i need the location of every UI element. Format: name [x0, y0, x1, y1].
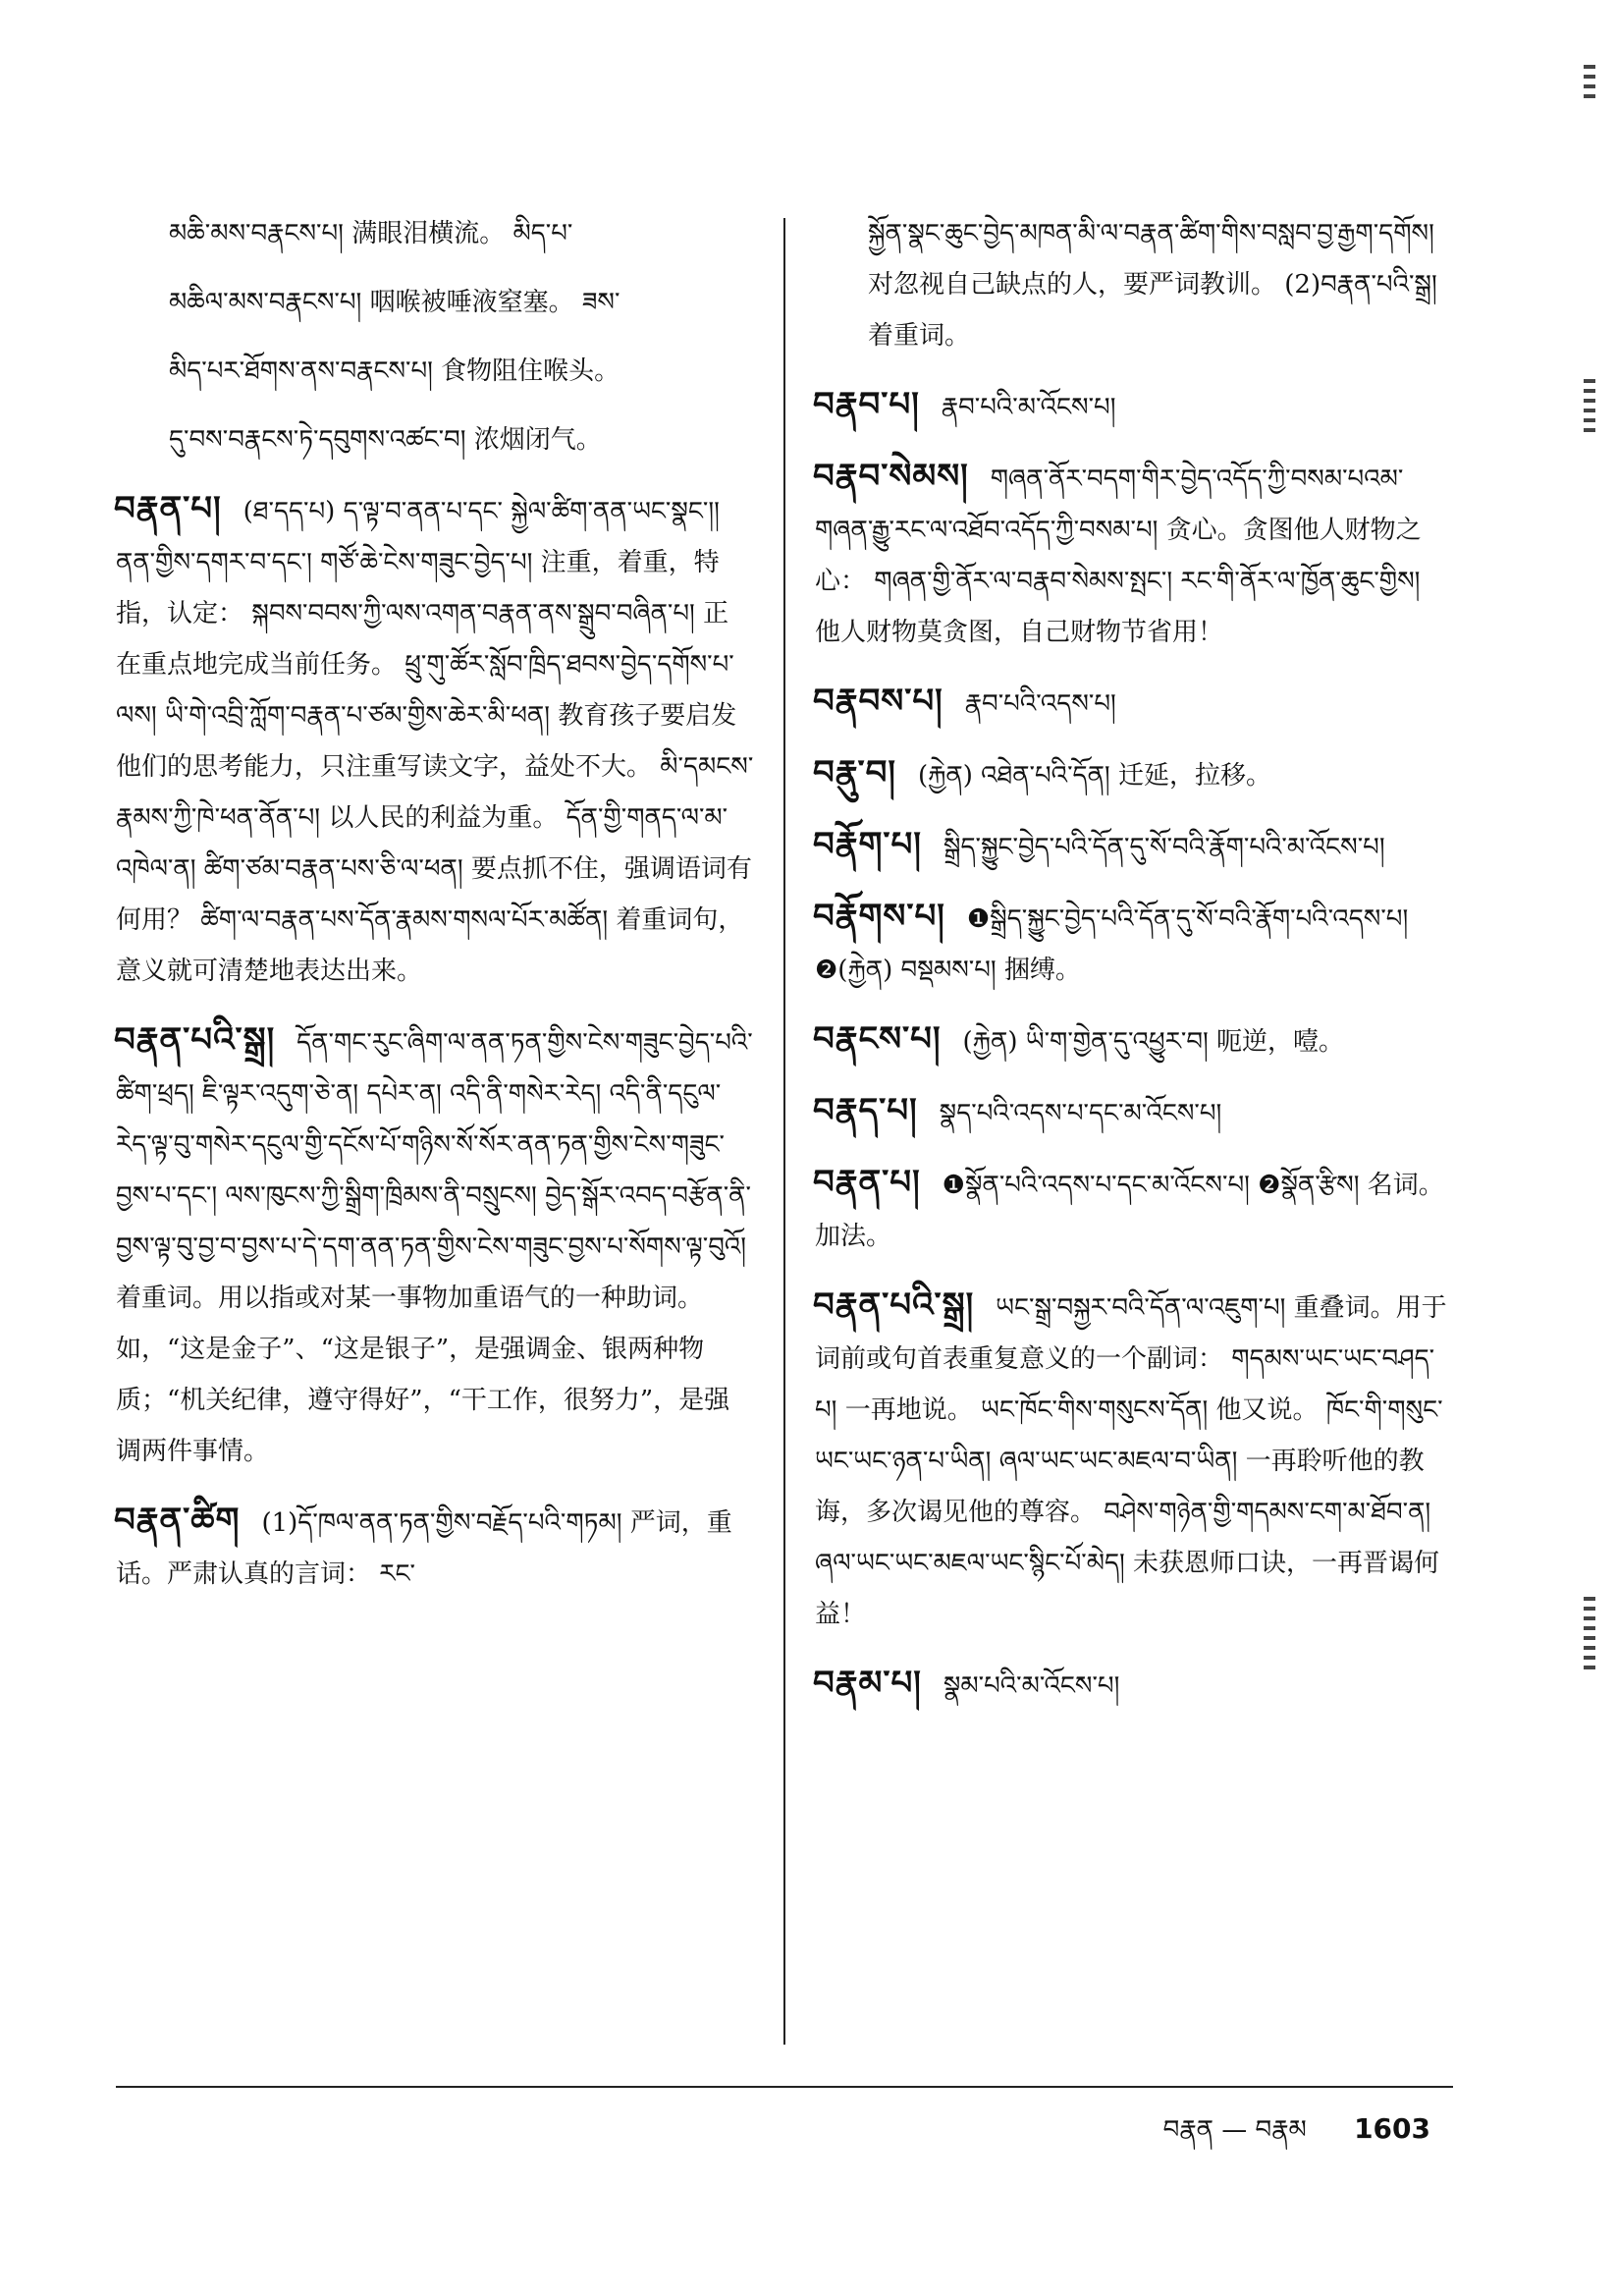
dictionary-entry	[116, 1014, 754, 1477]
entry-definition: གཞན་ནོར་བདག་གིར་བྱེད་འདོད་ཀྱི་བསམ་པའམ་གཞན་རྒྱུ་རང་ལ་འཐོབ་འདོད་ཀྱི་བསམ་པ། 贪心。贪图他人财物之心： གཞན་གྱི་ནོར་ལ་བརྣབ་སེམས་སྤང་། རང་གི་ནོར་ལ་ཁྱོན་ཆུང་གྱིས། 他人财物莫贪图，自己财物节省用！	[815, 465, 1422, 647]
entry-definition: སྣམ་པའི་མ་འོངས་པ།	[943, 1671, 1120, 1701]
page-footer	[1163, 2102, 1430, 2173]
entry-definition: (1)དོ་ཁལ་ནན་ཏན་གྱིས་བརྗོད་པའི་གཏམ། 严词，重话。严肃认真的言词： རང་	[116, 1508, 732, 1589]
edge-marks-middle	[1584, 373, 1595, 438]
entry-definition: མཆི་མས་བརྣངས་པ། 满眼泪横流。 མིད་པ་	[169, 219, 573, 248]
entry-headword: བརྣོགས་པ།	[813, 897, 945, 936]
footer-rule	[116, 2086, 1453, 2088]
entry-headword: བརྣད་པ།	[813, 1091, 918, 1130]
entry-definition: སྐྱོན་སྣང་ཆུང་བྱེད་མཁན་མི་ལ་བརྣན་ཚིག་གིས་བསླབ་བྱ་རྒྱག་དགོས། 对忽视自己缺点的人，要严词教训。 (2)བརྣན་པའི་སྒྲ། 着重词。	[868, 219, 1437, 351]
left-column	[116, 208, 754, 1617]
dictionary-entry	[815, 1280, 1453, 1640]
dictionary-entry	[815, 1658, 1453, 1712]
entry-headword: བརྣན་པ།	[813, 1163, 921, 1202]
entry-definition: སྒྲིད་སྐྱུང་བྱེད་པའི་དོན་དུ་སོ་བའི་རྣོག་པའི་མ་འོངས་པ།	[943, 833, 1385, 862]
dictionary-entry	[815, 208, 1453, 361]
entry-definition: མཆིལ་མས་བརྣངས་པ། 咽喉被唾液窒塞。 ཟས་	[169, 288, 620, 317]
entry-headword: བརྣན་པའི་སྒྲ།	[813, 1285, 975, 1325]
dictionary-entry	[815, 676, 1453, 730]
entry-definition: (ཐ་དད་པ) ད་ལྟ་བ་ནན་པ་དང་ སྐྱེལ་ཚིག་ནན་ཡང་སྣང་།། ནན་གྱིས་དགར་བ་དང་། གཙོ་ཆེ་ངེས་གཟུང་བྱེད་པ། 注重，着重，特指，认定： སྐབས་བབས་ཀྱི་ལས་འགན་བརྣན་ནས་སྒྲུབ་བཞིན་པ། 正在重点地完成当前任务。 ཕྲུ་གུ་ཚོར་སློབ་ཁྲིད་ཐབས་བྱེད་དགོས་པ་ལས། ཡི་གེ་འབྲི་ཀློག་བརྣན་པ་ཙམ་གྱིས་ཆེར་མི་ཕན། 教育孩子要启发他们的思考能力，只注重写读文字，益处不大。 མི་དམངས་རྣམས་ཀྱི་ཁེ་ཕན་ནོན་པ། 以人民的利益为重。 དོན་གྱི་གནད་ལ་མ་འཁེལ་ན། ཚིག་ཙམ་བརྣན་པས་ཅི་ལ་ཕན། 要点抓不住，强调语词有何用？ ཚིག་ལ་བརྣན་པས་དོན་རྣམས་གསལ་པོར་མཚོན། 着重词句，意义就可清楚地表达出来。	[116, 497, 754, 986]
edge-marks-top	[1584, 59, 1595, 104]
dictionary-entry	[815, 747, 1453, 801]
dictionary-entry	[815, 819, 1453, 873]
edge-marks-lower	[1584, 1591, 1595, 1675]
dictionary-entry	[815, 1157, 1453, 1262]
dictionary-entry	[116, 1495, 754, 1600]
entry-headword: བརྣབ་སེམས།	[813, 457, 969, 496]
dictionary-entry	[116, 277, 754, 328]
entry-definition: (རྐྱེན) ཡི་ག་གྱེན་དུ་འཕྱུར་བ། 呃逆，噎。	[962, 1027, 1345, 1057]
entry-definition: དུ་བས་བརྣངས་ཏེ་དབུགས་འཚང་བ། 浓烟闭气。	[169, 425, 602, 455]
dictionary-entry	[116, 483, 754, 997]
entry-definition: མིད་པར་ཐོགས་ནས་བརྣངས་པ། 食物阻住喉头。	[169, 356, 620, 386]
entry-headword: བརྣབ་པ།	[813, 385, 920, 424]
page-number: 1603	[1354, 2112, 1430, 2145]
dictionary-entry	[815, 1013, 1453, 1067]
entry-headword: བརྣབས་པ།	[813, 682, 943, 721]
entry-headword: བརྣན་པ།	[114, 489, 222, 528]
dictionary-entry	[815, 379, 1453, 433]
entry-headword: བརྣོག་པ།	[813, 825, 922, 864]
entry-headword: བརྣངས་པ།	[813, 1019, 942, 1059]
footer-headword-range: བརྣན — བརྣམ	[1162, 2115, 1307, 2145]
entry-definition: སྣད་པའི་འདས་པ་དང་མ་འོངས་པ།	[939, 1099, 1222, 1128]
dictionary-entry	[815, 891, 1453, 996]
dictionary-entry	[116, 208, 754, 259]
entry-headword: བརྣུ་བ།	[813, 753, 896, 793]
entry-definition: རྣབ་པའི་མ་འོངས་པ།	[941, 393, 1116, 422]
entry-definition: ❶སྒྲིད་སྐྱུང་བྱེད་པའི་དོན་དུ་སོ་བའི་རྣོག་པའི་འདས་པ། ❷(རྐྱེན) བསྡམས་པ། 捆缚。	[815, 904, 1409, 985]
entry-headword: བརྣན་ཚིག	[114, 1501, 241, 1540]
dictionary-entry	[116, 414, 754, 465]
dictionary-entry	[815, 451, 1453, 658]
column-divider	[783, 218, 785, 2045]
entry-definition: (རྐྱེན) འཐེན་པའི་དོན། 迁延，拉移。	[917, 761, 1271, 791]
dictionary-entry	[116, 346, 754, 397]
right-column	[815, 208, 1453, 1729]
entry-headword: བརྣན་པའི་སྒྲ།	[114, 1020, 276, 1060]
entry-definition: ❶སྣོན་པའི་འདས་པ་དང་མ་འོངས་པ། ❷སྣོན་རྩིས། 名词。加法。	[815, 1171, 1444, 1251]
entry-definition: དོན་གང་རུང་ཞིག་ལ་ནན་ཏན་གྱིས་ངེས་གཟུང་བྱེད་པའི་ཚིག་ཕྲད། ཇི་ལྟར་འདུག་ཅེ་ན། དཔེར་ན། འདི་ནི་གསེར་རེད། འདི་ནི་དངུལ་རེད་ལྟ་བུ་གསེར་དངུལ་གྱི་དངོས་པོ་གཉིས་སོ་སོར་ནན་ཏན་གྱིས་ངེས་གཟུང་བྱས་པ་དང་། ལས་ཁུངས་ཀྱི་སྒྲིག་ཁྲིམས་ནི་བསྲུངས། བྱེད་སྒོར་འབད་བརྩོན་ནི་བྱས་ལྟ་བུ་བྱ་བ་བྱས་པ་དེ་དག་ནན་ཏན་གྱིས་ངེས་གཟུང་བྱས་པ་སོགས་ལྟ་བུའོ། 着重词。用以指或对某一事物加重语气的一种助词。如，“这是金子”、“这是银子”，是强调金、银两种物质；“机关纪律，遵守得好”，“干工作，很努力”，是强调两件事情。	[116, 1028, 753, 1466]
entry-definition: རྣབ་པའི་འདས་པ།	[964, 689, 1116, 719]
entry-definition: ཡང་སྒྲ་བསྐྱར་བའི་དོན་ལ་འཇུག་པ། 重叠词。用于词前或句首表重复意义的一个副词： གདམས་ཡང་ཡང་བཤད་པ། 一再地说。 ཡང་ཁོང་གིས་གསུངས་དོན། 他又说。 ཁོང་གི་གསུང་ཡང་ཡང་ཉན་པ་ཡིན། ཞལ་ཡང་ཡང་མཇལ་བ་ཡིན། 一再聆听他的教诲，多次谒见他的尊容。 བཤེས་གཉེན་གྱི་གདམས་ངག་མ་ཐོབ་ན། ཞལ་ཡང་ཡང་མཇལ་ཡང་སྙིང་པོ་མེད། 未获恩师口诀，一再晋谒何益！	[815, 1293, 1447, 1629]
dictionary-entry	[815, 1085, 1453, 1139]
entry-headword: བརྣམ་པ།	[813, 1664, 922, 1703]
